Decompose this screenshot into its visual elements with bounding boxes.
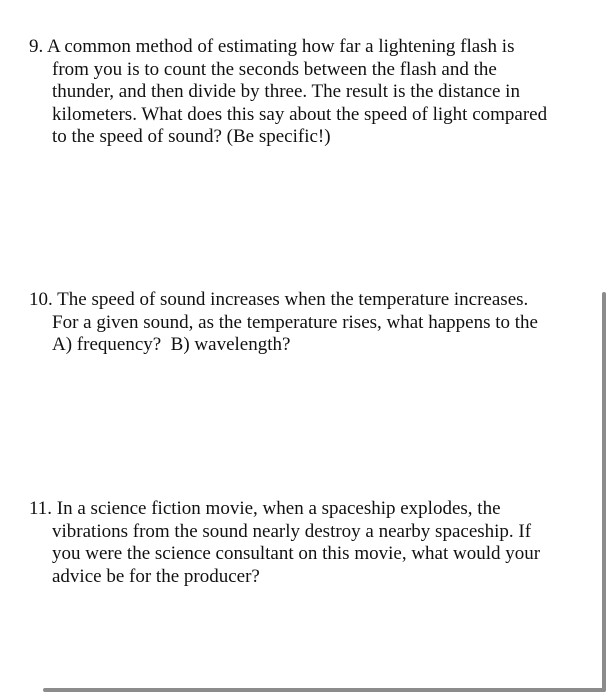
question-9-line-2: from you is to count the seconds between the flash and the [52, 58, 497, 80]
horizontal-scrollbar[interactable] [43, 688, 606, 692]
question-10 [29, 289, 589, 357]
question-9 [29, 36, 589, 149]
question-10-line-2: For a given sound, as the temperature rises, what happens to the [52, 311, 538, 333]
question-11-line-3: you were the science consultant on this movie, what would your [52, 543, 541, 564]
question-11 [29, 498, 589, 588]
vertical-scrollbar[interactable] [602, 292, 606, 692]
question-9-line-1: 9. A common method of estimating how far a lightening flash is [29, 36, 515, 57]
question-9-line-4: kilometers. What does this say about the speed of light compared [52, 103, 548, 125]
question-10-line-1: 10. The speed of sound increases when the temperature increases. [29, 289, 529, 310]
question-9-line-3: thunder, and then divide by three. The result is the distance in [52, 81, 520, 102]
question-11-line-1: 11. In a science fiction movie, when a spaceship explodes, the [29, 498, 501, 519]
question-10-line-3: A) frequency? B) wavelength? [52, 334, 291, 355]
question-9-line-5: to the speed of sound? (Be specific!) [52, 126, 331, 147]
question-11-line-2: vibrations from the sound nearly destroy a nearby spaceship. If [52, 520, 532, 542]
question-11-line-4: advice be for the producer? [52, 565, 260, 587]
